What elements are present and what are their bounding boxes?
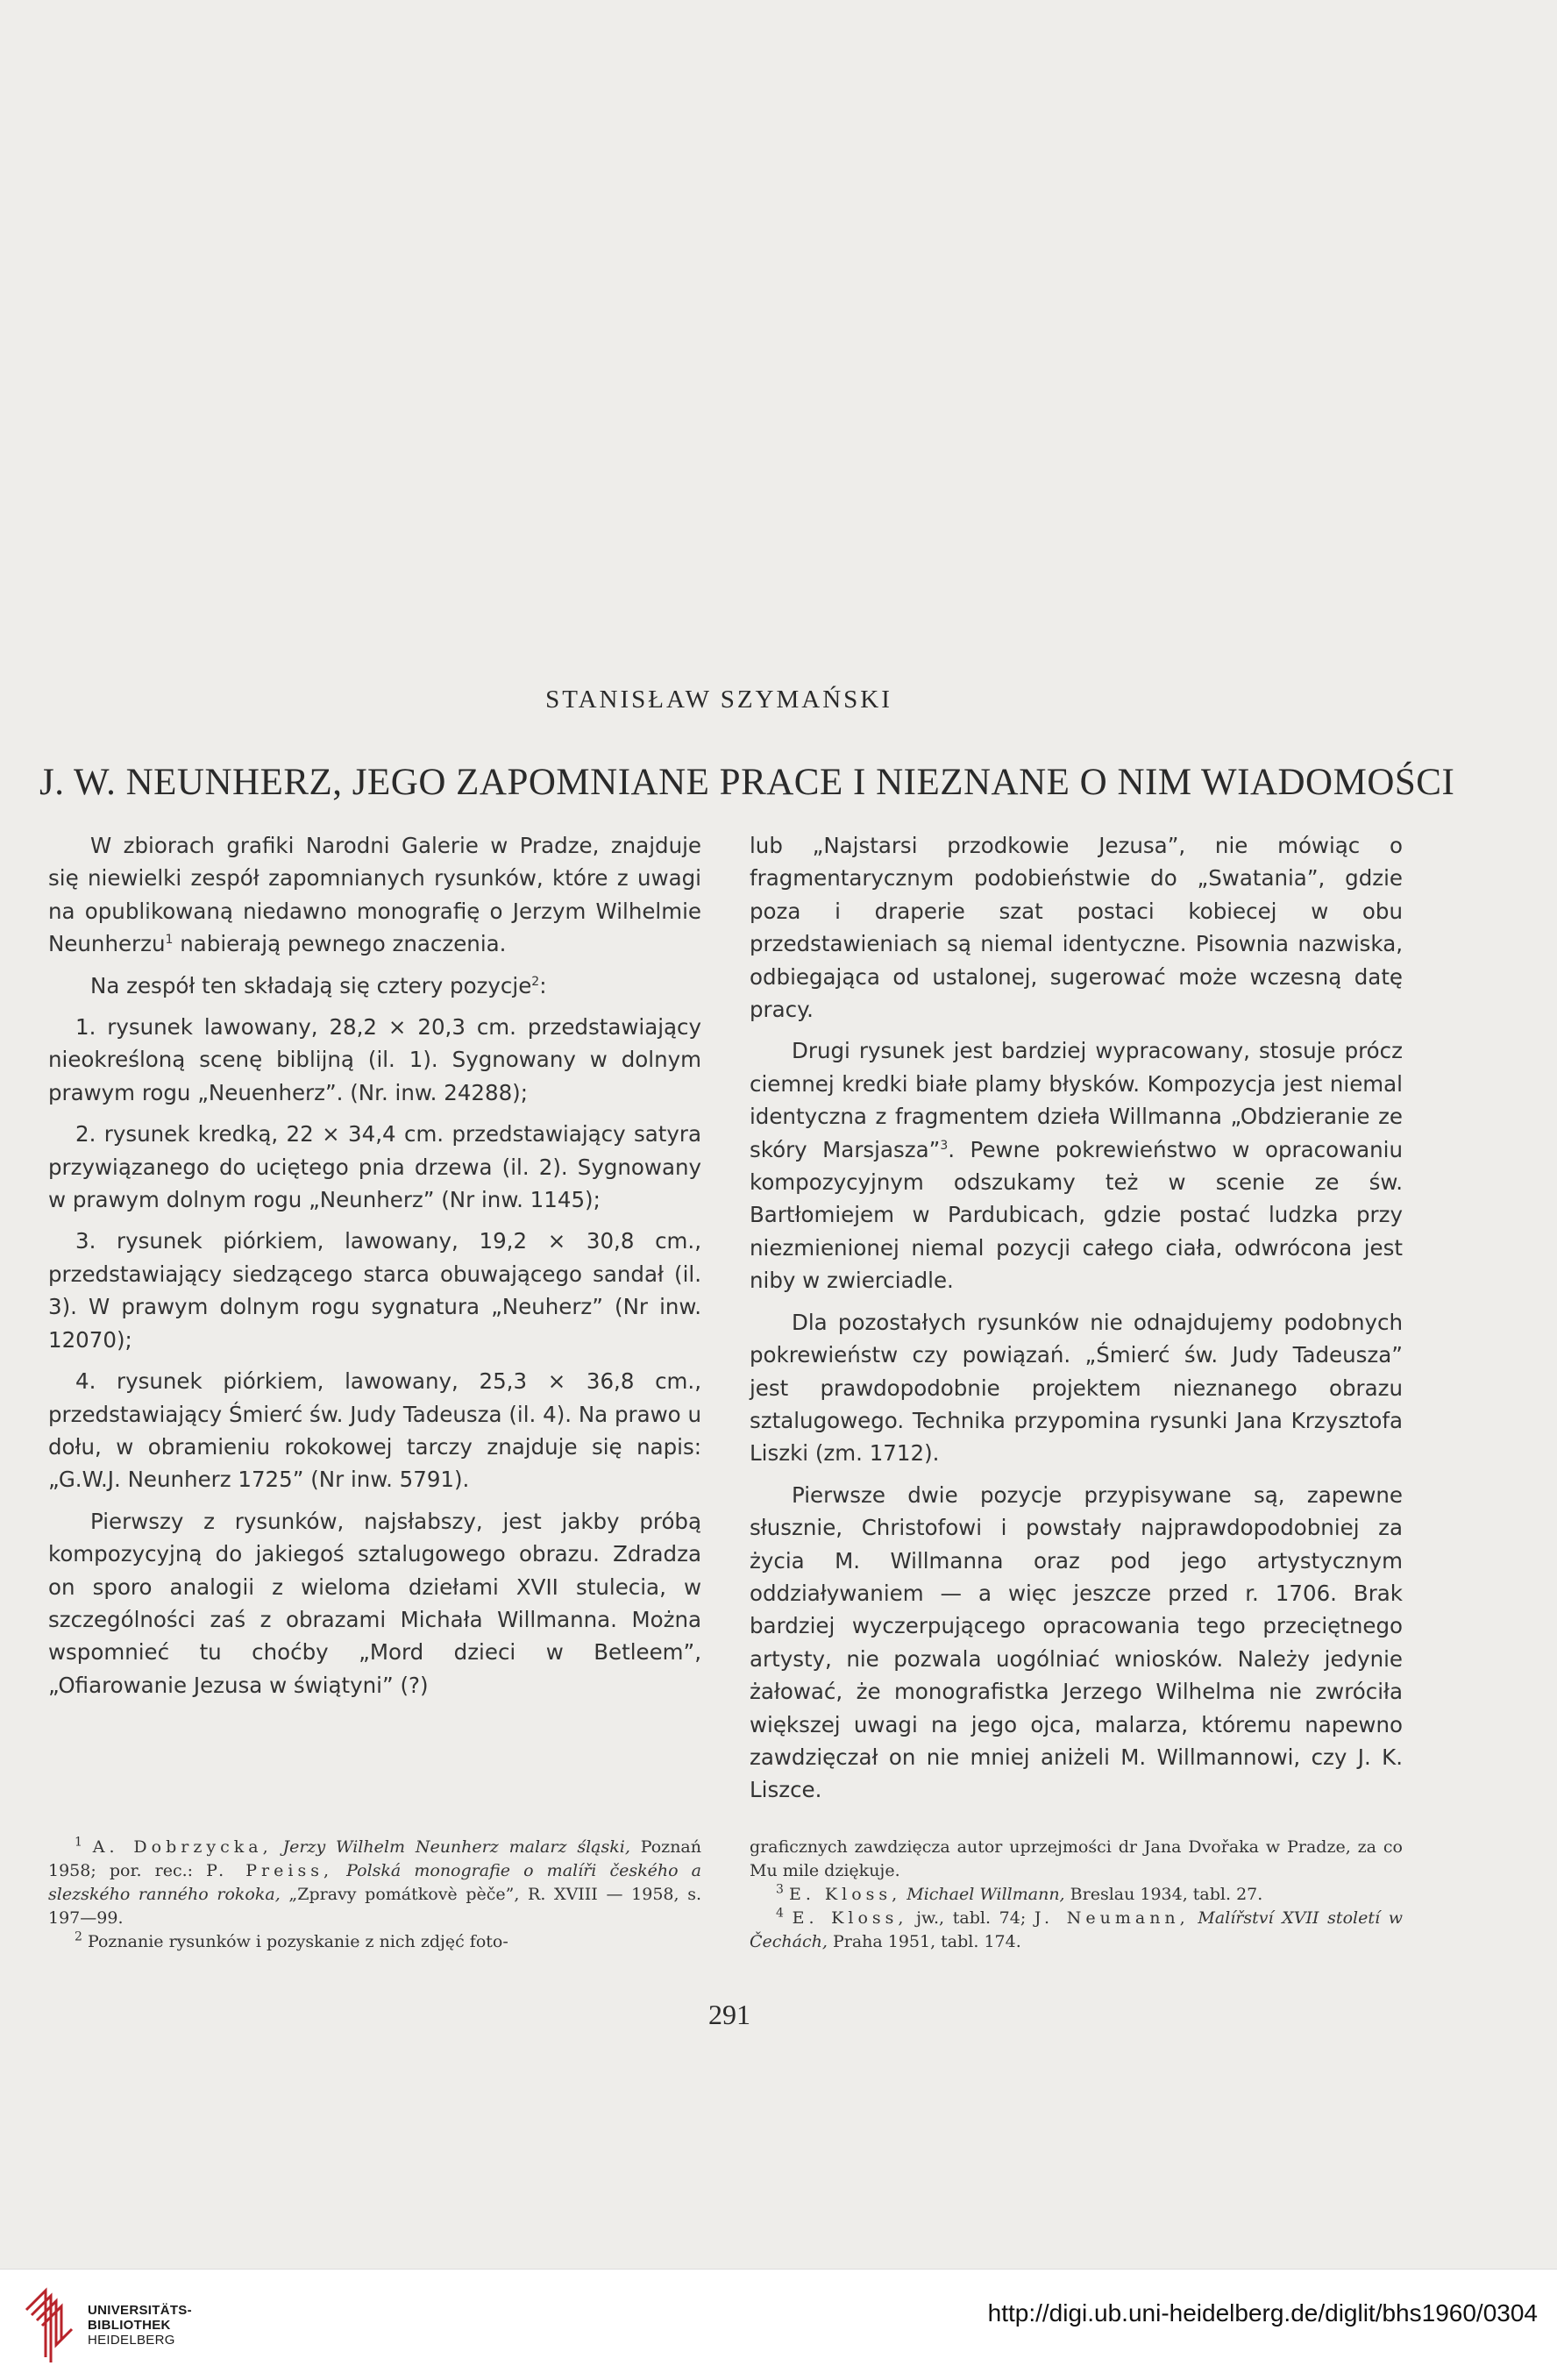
footnote-ref: 2 xyxy=(531,974,540,989)
footnote xyxy=(48,1930,701,1954)
right-column xyxy=(750,829,1403,1815)
logo-line: HEIDELBERG xyxy=(88,2333,175,2348)
article-title: J. W. NEUNHERZ, JEGO ZAPOMNIANE PRACE I NIEZNANE O NIM WIADOMOŚCI xyxy=(39,762,1455,803)
footnote-ref: 3 xyxy=(940,1138,949,1153)
paragraph-text: : xyxy=(539,972,547,998)
footnote-text: Poznań 1958; por. rec.: xyxy=(48,1837,701,1880)
page-number: 291 xyxy=(708,1999,750,2030)
footnote-text: Poznanie rysunków i pozyskanie z nich zdjęć foto- xyxy=(82,1932,508,1951)
list-item: 1. rysunek lawowany, 28,2 × 20,3 cm. przedstawiający nieokreśloną scenę biblijną (il. 1). Sygnowany w dolnym prawym rogu „Neuenherz”. (Nr. inw. 24288); xyxy=(48,1014,701,1105)
logo-line: BIBLIOTHEK xyxy=(88,2318,171,2333)
footnote-text: jw., tabl. 74; xyxy=(907,1908,1034,1928)
footnote xyxy=(750,1883,1403,1907)
paragraph-text: Na zespół ten składają się cztery pozycje xyxy=(90,972,532,998)
footnote-author: E. Kloss, xyxy=(792,1908,908,1928)
logo-line: UNIVERSITÄTS- xyxy=(88,2303,192,2318)
left-column xyxy=(48,829,701,1710)
paragraph-text: W zbiorach grafiki Narodni Galerie w Pradze, znajduje się niewielki zespół zapomnianych rysunków, które z uwagi na opublikowaną niedawno monografię o Jerzym Wilhelmie Neunherzu xyxy=(48,833,701,957)
footnotes-right xyxy=(750,1836,1403,1954)
paragraph: Pierwsze dwie pozycje przypisywane są, zapewne słusznie, Christofowi i powstały najprawdopodobniej za życia M. Willmanna oraz pod jego artystycznym oddziaływaniem — a więc jeszcze przed r. 1706. Brak bardziej wyczerpującego opracowania tego przeciętnego artysty, nie pozwala uogólniać wniosków. Należy jedynie żałować, że monografistka Jerzego Wilhelma nie zwróciła większej uwagi na jego ojca, malarza, któremu napewno zawdzięczał on nie mniej aniżeli M. Willmannowi, czy J. K. Liszce. xyxy=(750,1481,1403,1803)
list-item: 4. rysunek piórkiem, lawowany, 25,3 × 36,8 cm., przedstawiający Śmierć św. Judy Tadeusza (il. 4). Na prawo u dołu, w obramieniu rokokowej tarczy znajduje się napis: „G.W.J. Neunherz 1725” (Nr inw. 5791). xyxy=(48,1368,701,1493)
library-logo-text[interactable] xyxy=(88,2303,192,2348)
paragraph: Dla pozostałych rysunków nie odnajdujemy podobnych pokrewieństw czy powiązań. „Śmierć św. Judy Tadeusza” jest prawdopodobnie projektem nieznanego obrazu sztalugowego. Technika przypomina rysunki Jana Krzysztofa Liszki (zm. 1712). xyxy=(750,1309,1403,1467)
footnote-author: A. Dobrzycka, xyxy=(92,1837,273,1857)
paragraph xyxy=(48,829,701,961)
footnote-author: E. Kloss, xyxy=(788,1885,902,1904)
footnote xyxy=(48,1836,701,1930)
paragraph: lub „Najstarsi przodkowie Jezusa”, nie mówiąc o fragmentarycznym podobieństwie do „Swatania”, gdzie poza i draperie szat postaci kobiecej w obu przedstawieniach są niemal identyczne. Pisownia nazwiska, odbiegająca od ustalonej, sugerować może wczesną datę pracy. xyxy=(750,833,1403,1023)
paragraph-text: nabierają pewnego znaczenia. xyxy=(173,931,507,957)
paragraph xyxy=(750,1034,1403,1297)
paragraph: Pierwszy z rysunków, najsłabszy, jest jakby próbą kompozycyjną do jakiegoś sztalugowego obrazu. Zdradza on sporo analogii z wieloma dziełami XVII stulecia, w szczególności zaś z obrazami Michała Willmanna. Można wspomnieć tu choćby „Mord dzieci w Betleem”, „Ofiarowanie Jezusa w świątyni” (?) xyxy=(48,1508,701,1698)
library-logo-icon[interactable] xyxy=(19,2284,75,2364)
footnote-text: Praha 1951, tabl. 174. xyxy=(827,1932,1021,1951)
footnote xyxy=(750,1907,1403,1954)
footnote-ref: 1 xyxy=(165,933,174,948)
library-footer xyxy=(0,2269,1557,2380)
paragraph-text: . Pewne pokrewieństwo w opracowaniu kompozycyjnym odszukamy też w scenie ze św. Bartłomiejem w Pardubicach, gdzie postać ludzka przy niezmienionej niemal pozycji całego ciała, odwrócona jest niby w zwierciadle. xyxy=(750,1136,1403,1294)
footnote-text: „Zpravy pomátkovè pèče”, R. XVIII — 1958, s. 197—99. xyxy=(48,1885,701,1928)
footnote-number: 1 xyxy=(75,1835,82,1850)
footnote-number: 3 xyxy=(776,1882,784,1897)
list-item: 3. rysunek piórkiem, lawowany, 19,2 × 30,8 cm., przedstawiający siedzącego starca obuwającego sandał (il. 3). W prawym dolnym rogu sygnatura „Neuherz” (Nr inw. 12070); xyxy=(48,1228,701,1353)
footnote-title: Michael Willmann, xyxy=(906,1885,1065,1904)
footnote-number: 4 xyxy=(776,1906,784,1921)
footnote: graficznych zawdzięcza autor uprzejmości dr Jana Dvořaka w Pradze, za co Mu mile dziękuje. xyxy=(750,1837,1403,1880)
permalink-url[interactable]: http://digi.ub.uni-heidelberg.de/diglit/bhs1960/0304 xyxy=(987,2299,1538,2327)
footnote-author: P. Preiss, xyxy=(206,1861,333,1880)
footnote-title: Jerzy Wilhelm Neunherz malarz śląski, xyxy=(282,1837,630,1857)
footnote-author: J. Neumann, xyxy=(1034,1908,1190,1928)
footnotes-left xyxy=(48,1836,701,1954)
footnote-number: 2 xyxy=(75,1929,82,1944)
article-author: STANISŁAW SZYMAŃSKI xyxy=(545,686,892,714)
paragraph-text: Drugi rysunek jest bardziej wypracowany, stosuje prócz ciemnej kredki białe plamy błysków. Kompozycja jest niemal identyczna z fragmentem dzieła Willmanna „Obdzieranie ze skóry Marsjasza” xyxy=(750,1038,1403,1162)
footnote-title: Polská monografie o malíři českého a slezského ranného rokoka, xyxy=(48,1861,701,1904)
footnote-text: Breslau 1934, tabl. 27. xyxy=(1064,1885,1263,1904)
list-item: 2. rysunek kredką, 22 × 34,4 cm. przedstawiający satyra przywiązanego do uciętego pnia drzewa (il. 2). Sygnowany w prawym dolnym rogu „Neunherz” (Nr inw. 1145); xyxy=(48,1121,701,1213)
paragraph xyxy=(48,970,701,1002)
footnote-title: Malířství XVII století w Čechách, xyxy=(750,1908,1403,1951)
